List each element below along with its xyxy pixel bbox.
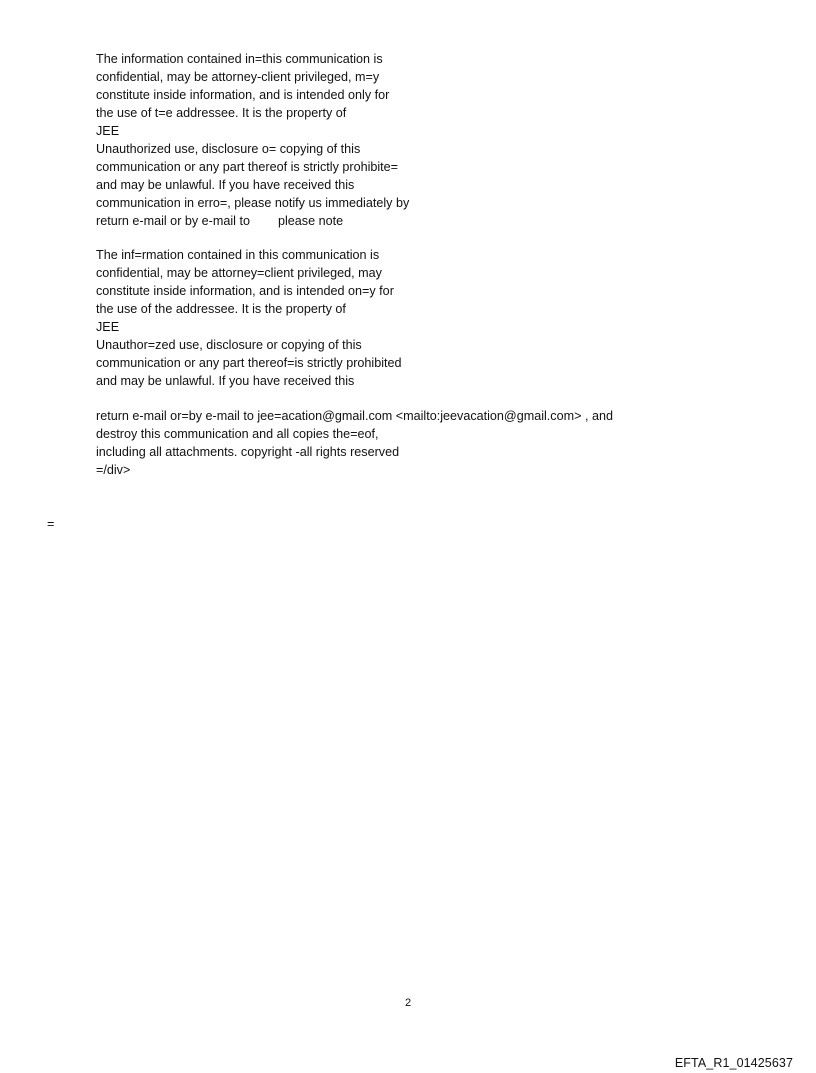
text-line: JEE bbox=[96, 124, 120, 138]
text-line: and may be unlawful. If you have received this bbox=[96, 374, 355, 388]
text-line: communication in erro=, please notify us immediately by bbox=[96, 196, 410, 210]
stray-mark: = bbox=[47, 517, 55, 531]
confidentiality-notice-1 bbox=[96, 50, 409, 230]
confidentiality-notice-2 bbox=[96, 246, 402, 390]
text-line: return e-mail or=by e-mail to jee=acation@gmail.com <mailto:jeevacation@gmail.com> , and bbox=[96, 409, 613, 423]
text-line: the use of t=e addressee. It is the property of bbox=[96, 106, 347, 120]
text-line: the use of the addressee. It is the property of bbox=[96, 302, 346, 316]
text-line: destroy this communication and all copies the=eof, bbox=[96, 427, 379, 441]
page-number: 2 bbox=[404, 997, 412, 1009]
text-line: including all attachments. copyright -all rights reserved bbox=[96, 445, 400, 459]
html-remnant bbox=[96, 461, 130, 479]
text-line: JEE bbox=[96, 320, 120, 334]
text-line: confidential, may be attorney=client privileged, may bbox=[96, 266, 382, 280]
confidentiality-notice-3 bbox=[96, 407, 613, 461]
text-line: Unauthorized use, disclosure o= copying of this bbox=[96, 142, 361, 156]
text-line: confidential, may be attorney-client privileged, m=y bbox=[96, 70, 380, 84]
text-line: The information contained in=this communication is bbox=[96, 52, 383, 66]
text-line: =/div> bbox=[96, 463, 131, 477]
text-line: constitute inside information, and is intended only for bbox=[96, 88, 390, 102]
text-line: communication or any part thereof is strictly prohibite= bbox=[96, 160, 399, 174]
text-line: The inf=rmation contained in this communication is bbox=[96, 248, 380, 262]
text-line: communication or any part thereof=is strictly prohibited bbox=[96, 356, 402, 370]
document-id: EFTA_R1_01425637 bbox=[674, 1056, 793, 1070]
text-line: Unauthor=zed use, disclosure or copying of this bbox=[96, 338, 362, 352]
text-line: and may be unlawful. If you have received this bbox=[96, 178, 355, 192]
text-line: constitute inside information, and is intended on=y for bbox=[96, 284, 394, 298]
text-line: return e-mail or by e-mail to please note bbox=[96, 214, 344, 228]
